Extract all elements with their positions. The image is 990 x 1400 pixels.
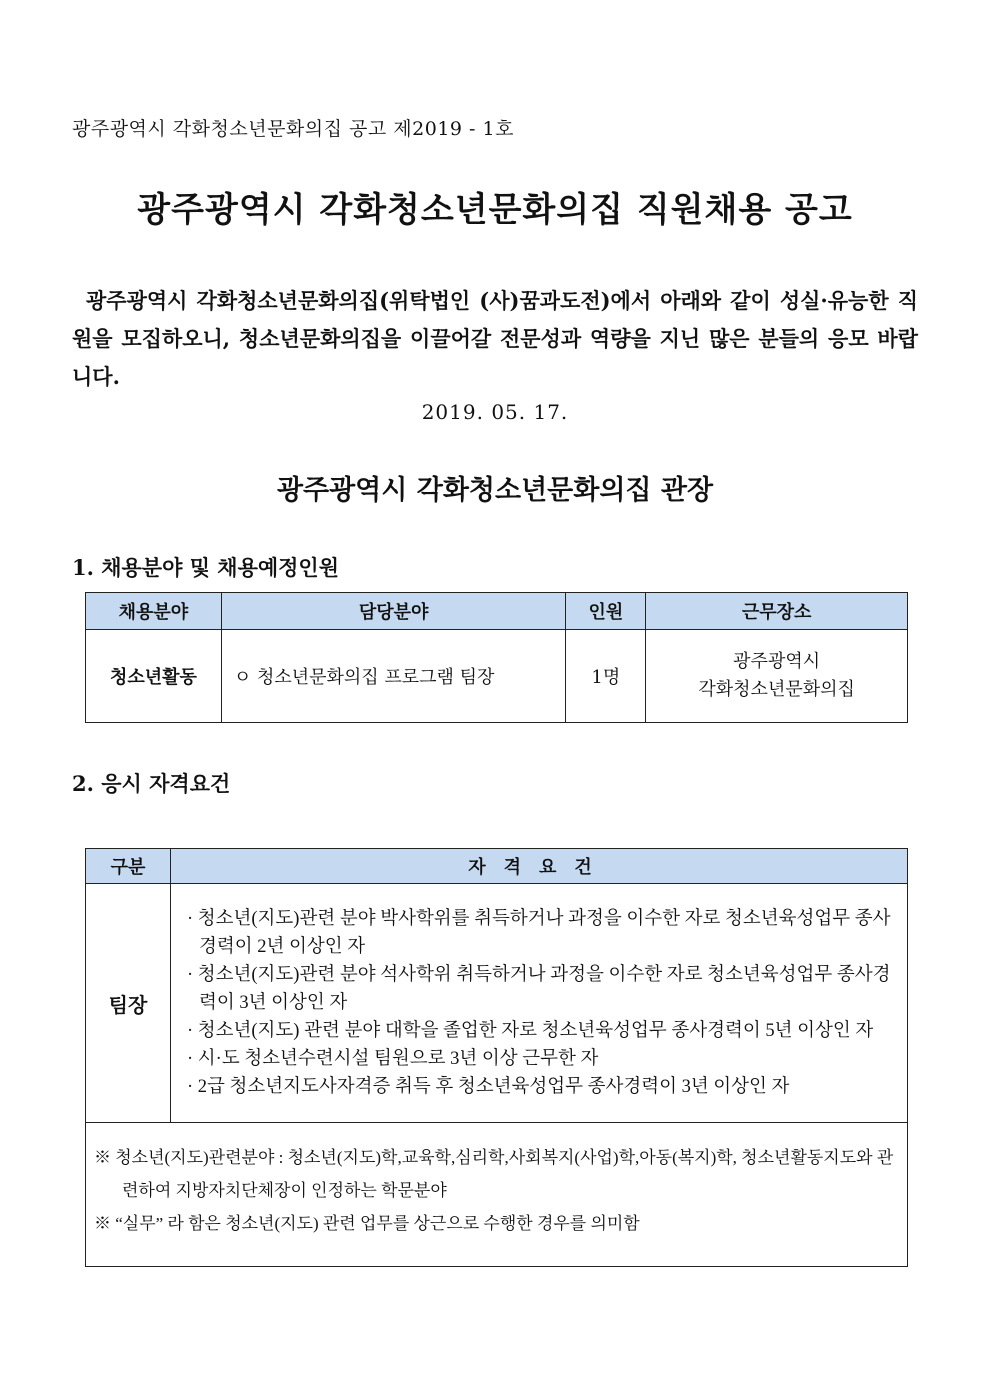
cell-duty: ㅇ 청소년문화의집 프로그램 팀장 (221, 630, 566, 723)
header-requirements: 자격요건 (171, 849, 908, 884)
cell-field: 청소년활동 (86, 630, 222, 723)
header-field: 채용분야 (86, 593, 222, 630)
header-place: 근무장소 (646, 593, 908, 630)
page-title: 광주광역시 각화청소년문화의집 직원채용 공고 (137, 190, 853, 230)
note-item: ※ “실무” 라 함은 청소년(지도) 관련 업무를 상근으로 수행한 경우를 의미함 (94, 1214, 640, 1233)
notice-number: 광주광역시 각화청소년문화의집 공고 제2019 - 1호 (72, 118, 514, 140)
header-count: 인원 (566, 593, 646, 630)
table-header-row (86, 849, 908, 884)
cell-count: 1명 (566, 630, 646, 723)
qualifications-table (85, 848, 908, 1267)
place-line-1: 광주광역시 (733, 651, 821, 672)
section-heading-recruitment: 1. 채용분야 및 채용예정인원 (72, 555, 340, 580)
list-item: · 청소년(지도)관련 분야 석사학위 취득하거나 과정을 이수한 자로 청소년육성업무 종사경력이 3년 이상인 자 (187, 965, 891, 1013)
list-item: · 시·도 청소년수련시설 팀원으로 3년 이상 근무한 자 (187, 1049, 599, 1069)
notes-row (86, 1123, 908, 1267)
table-row (86, 630, 908, 723)
intro-paragraph: 광주광역시 각화청소년문화의집(위탁법인 (사)꿈과도전)에서 아래와 같이 성실·유능한 직원을 모집하오니, 청소년문화의집을 이끌어갈 전문성과 역량을 지닌 많은 분들의 응모 바랍니다. (72, 288, 918, 389)
requirements-list (171, 884, 908, 1123)
issuer: 광주광역시 각화청소년문화의집 관장 (276, 475, 714, 506)
place-line-2: 각화청소년문화의집 (698, 679, 855, 700)
cell-place (646, 630, 908, 723)
cell-role: 팀장 (86, 884, 171, 1123)
note-item: ※ 청소년(지도)관련분야 : 청소년(지도)학,교육학,심리학,사회복지(사업)학,아동(복지)학, 청소년활동지도와 관련하여 지방자치단체장이 인정하는 학문분야 (94, 1148, 894, 1200)
notes-cell (86, 1123, 908, 1267)
table-header-row (86, 593, 908, 630)
header-category: 구분 (86, 849, 171, 884)
header-duty: 담당분야 (221, 593, 566, 630)
notice-date: 2019. 05. 17. (421, 400, 569, 424)
section-heading-qualifications: 2. 응시 자격요건 (72, 771, 231, 796)
list-item: · 청소년(지도)관련 분야 박사학위를 취득하거나 과정을 이수한 자로 청소년육성업무 종사경력이 2년 이상인 자 (187, 909, 891, 957)
recruitment-table (85, 592, 908, 723)
list-item: · 2급 청소년지도사자격증 취득 후 청소년육성업무 종사경력이 3년 이상인 자 (187, 1077, 790, 1097)
list-item: · 청소년(지도) 관련 분야 대학을 졸업한 자로 청소년육성업무 종사경력이 5년 이상인 자 (187, 1021, 874, 1041)
table-row (86, 884, 908, 1123)
